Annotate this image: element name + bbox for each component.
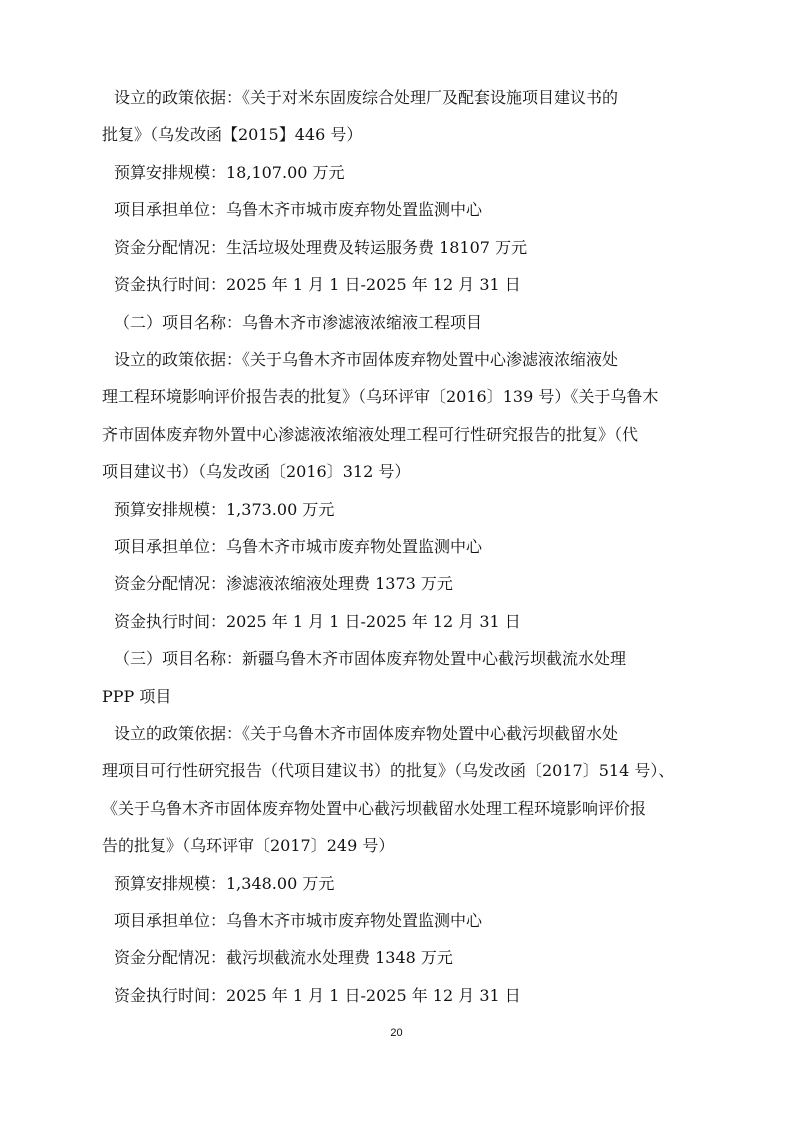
fund-allocation-line: 资金分配情况：截污坝截流水处理费 1348 万元 (114, 948, 453, 967)
page-number: 20 (390, 1027, 403, 1039)
policy-basis-line-cont: 《关于乌鲁木齐市固体废弃物处置中心截污坝截留水处理工程环境影响评价报 (102, 799, 647, 818)
budget-scale-line: 预算安排规模：1,373.00 万元 (114, 500, 335, 519)
responsible-unit-line: 项目承担单位：乌鲁木齐市城市废弃物处置监测中心 (114, 200, 483, 219)
fund-allocation-line: 资金分配情况：生活垃圾处理费及转运服务费 18107 万元 (114, 238, 528, 257)
policy-basis-line-cont: 齐市固体废弃物外置中心渗滤液浓缩液处理工程可行性研究报告的批复》（代 (102, 425, 639, 444)
policy-basis-line-cont: 理项目可行性研究报告（代项目建议书）的批复》（乌发改函〔2017〕514 号）、 (102, 761, 675, 780)
project-name-heading: （二）项目名称：乌鲁木齐市渗滤液浓缩液工程项目 (114, 313, 483, 332)
policy-basis-line: 设立的政策依据：《关于乌鲁木齐市固体废弃物处置中心渗滤液浓缩液处 (114, 350, 619, 369)
execution-time-line: 资金执行时间：2025 年 1 月 1 日-2025 年 12 月 31 日 (114, 612, 521, 631)
fund-allocation-line: 资金分配情况：渗滤液浓缩液处理费 1373 万元 (114, 574, 453, 593)
policy-basis-line-cont: 告的批复》（乌环评审〔2017〕249 号） (102, 836, 395, 855)
responsible-unit-line: 项目承担单位：乌鲁木齐市城市废弃物处置监测中心 (114, 537, 483, 556)
policy-basis-line-cont: 批复》（乌发改函【2015】446 号） (102, 125, 363, 144)
project-name-heading: （三）项目名称：新疆乌鲁木齐市固体废弃物处置中心截污坝截流水处理 (114, 649, 627, 668)
policy-basis-line: 设立的政策依据：《关于对米东固废综合处理厂及配套设施项目建议书的 (114, 88, 619, 107)
budget-scale-line: 预算安排规模：18,107.00 万元 (114, 163, 345, 182)
policy-basis-line: 设立的政策依据：《关于乌鲁木齐市固体废弃物处置中心截污坝截留水处 (114, 724, 619, 743)
execution-time-line: 资金执行时间：2025 年 1 月 1 日-2025 年 12 月 31 日 (114, 986, 521, 1005)
policy-basis-line-cont: 项目建议书）（乌发改函〔2016〕312 号） (102, 462, 411, 481)
project-name-heading-cont: PPP 项目 (102, 687, 172, 706)
budget-scale-line: 预算安排规模：1,348.00 万元 (114, 874, 335, 893)
execution-time-line: 资金执行时间：2025 年 1 月 1 日-2025 年 12 月 31 日 (114, 275, 521, 294)
policy-basis-line-cont: 理工程环境影响评价报告表的批复》（乌环评审〔2016〕139 号）《关于乌鲁木 (102, 387, 659, 406)
responsible-unit-line: 项目承担单位：乌鲁木齐市城市废弃物处置监测中心 (114, 911, 483, 930)
